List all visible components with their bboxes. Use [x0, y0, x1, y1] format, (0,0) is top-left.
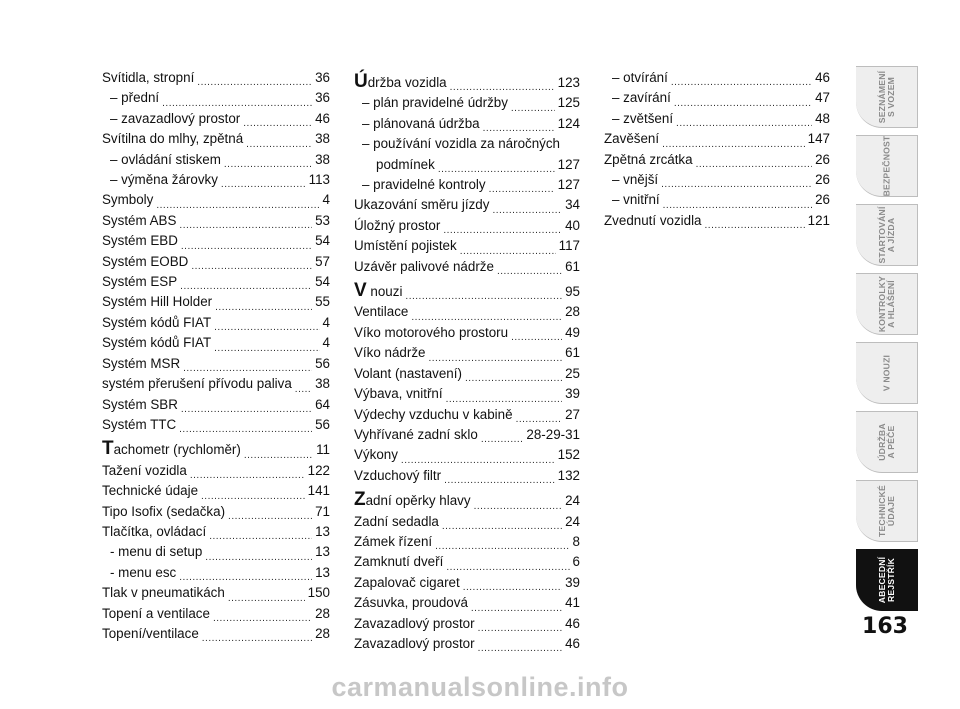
index-entry-label: Víko motorového prostoru	[354, 324, 509, 340]
chapter-tab-2[interactable]	[856, 135, 918, 197]
index-entry[interactable]	[102, 68, 330, 88]
leader-dots	[246, 136, 312, 150]
index-entry-page: 13	[315, 564, 330, 580]
leader-dots	[228, 508, 312, 522]
index-entry-label: Úložný prostor	[354, 217, 441, 233]
index-entry[interactable]	[102, 292, 330, 312]
leader-dots	[213, 610, 312, 624]
index-entry-label: – přední	[110, 90, 160, 106]
index-entry-label: - menu di setup	[110, 544, 203, 560]
chapter-tab-label: TECHNICKÉ ÚDAJE	[876, 485, 896, 537]
leader-dots	[446, 391, 563, 405]
leader-dots	[463, 579, 562, 593]
index-entry[interactable]	[354, 573, 580, 593]
index-entry-label: Zásuvka, proudová	[354, 595, 468, 611]
chapter-tab-1[interactable]	[856, 66, 918, 128]
index-entry[interactable]	[604, 150, 830, 170]
index-entry-page: 123	[557, 75, 580, 90]
index-entry-label: Výbava, vnitřní	[354, 386, 443, 402]
index-entry-page: 38	[315, 151, 330, 167]
leader-dots	[156, 197, 319, 211]
leader-dots	[474, 498, 563, 512]
index-entry[interactable]	[102, 461, 330, 481]
index-entry-page: 13	[315, 523, 330, 539]
index-entry-text: nouzi	[366, 284, 403, 300]
index-entry[interactable]	[102, 231, 330, 251]
index-entry-page: 61	[565, 345, 580, 361]
index-entry-page: 4	[322, 314, 330, 330]
leader-dots	[228, 590, 305, 604]
index-entry[interactable]	[354, 364, 580, 384]
leader-dots	[663, 197, 812, 211]
index-entry-label: – vnitřní	[612, 192, 660, 208]
index-entry-label: Volant (nastavení)	[354, 365, 462, 381]
index-entry[interactable]	[102, 481, 330, 501]
leader-dots	[221, 176, 306, 190]
leader-dots	[489, 181, 555, 195]
index-entry-page: 41	[565, 595, 580, 611]
leader-dots	[181, 401, 312, 415]
leader-dots	[438, 161, 555, 175]
index-entry-label: Systém ESP	[102, 274, 178, 290]
chapter-tab-label: STARTOVÁNÍ A JÍZDA	[876, 206, 896, 264]
index-entry[interactable]	[354, 302, 580, 322]
index-letter: Ú	[354, 71, 368, 92]
index-entry-label: Systém Hill Holder	[102, 294, 213, 310]
index-entry-label: Systém SBR	[102, 396, 178, 412]
chapter-tab-label: SEZNÁMENÍ S VOZEM	[876, 70, 896, 124]
leader-dots	[478, 640, 563, 654]
leader-dots	[511, 329, 562, 343]
leader-dots	[674, 95, 812, 109]
index-entry-page: 127	[557, 156, 580, 172]
index-entry-label: Tlačítka, ovládací	[102, 523, 207, 539]
chapter-tab-4[interactable]	[856, 273, 918, 335]
index-entry[interactable]	[102, 395, 330, 415]
leader-dots	[428, 350, 562, 364]
index-entry[interactable]	[102, 333, 330, 353]
index-entry[interactable]	[354, 343, 580, 363]
index-entry-label: – zavírání	[612, 90, 671, 106]
chapter-tab-label: KONTROLKY A HLÁŠENÍ	[876, 275, 896, 333]
chapter-tab-label: ABECEDNÍ REJSTŘÍK	[876, 556, 896, 604]
leader-dots	[465, 370, 562, 384]
index-entry[interactable]	[102, 374, 330, 394]
index-entry-page: 28	[315, 605, 330, 621]
index-entry-label: – ovládání stiskem	[110, 151, 221, 167]
index-entry-page: 127	[557, 177, 580, 193]
index-entry-page: 56	[315, 416, 330, 432]
index-entry-label: Systém kódů FIAT	[102, 314, 212, 330]
index-entry[interactable]	[102, 604, 330, 624]
index-entry-page: 39	[565, 386, 580, 402]
leader-dots	[209, 528, 312, 542]
index-entry-page: 141	[307, 483, 330, 499]
index-entry-page: 47	[815, 90, 830, 106]
index-entry-label: Zapalovač cigaret	[354, 574, 460, 590]
index-entry-page: 34	[565, 197, 580, 213]
leader-dots	[197, 74, 312, 88]
leader-dots	[676, 115, 812, 129]
leader-dots	[202, 630, 312, 644]
index-entry-label: Systém TTC	[102, 416, 177, 432]
index-entry-page: 54	[315, 233, 330, 249]
index-entry[interactable]	[102, 522, 330, 542]
index-entry-label	[354, 281, 402, 302]
index-entry-page: 40	[565, 217, 580, 233]
index-entry-page: 4	[322, 335, 330, 351]
index-entry[interactable]	[102, 211, 330, 231]
index-entry[interactable]	[354, 195, 580, 215]
index-entry-label: Ukazování směru jízdy	[354, 197, 490, 213]
index-entry-page: 26	[815, 192, 830, 208]
index-entry-page: 122	[307, 462, 330, 478]
chapter-tabs	[856, 66, 918, 618]
leader-dots	[401, 452, 555, 466]
leader-dots	[481, 431, 524, 445]
index-entry-page: 150	[307, 585, 330, 601]
index-entry-label: – používání vozidla za náročných	[362, 136, 561, 152]
leader-dots	[516, 411, 563, 425]
leader-dots	[442, 518, 562, 532]
chapter-tab-label: ÚDRŽBA A PÉČE	[876, 423, 896, 461]
index-entry-label: Zámek řízení	[354, 533, 433, 549]
index-entry[interactable]	[102, 624, 330, 644]
index-entry-label: Zadní sedadla	[354, 513, 439, 529]
index-entry[interactable]	[102, 88, 330, 108]
index-entry-label: Uzávěr palivové nádrže	[354, 258, 494, 274]
index-entry[interactable]	[354, 384, 580, 404]
index-letter: Z	[354, 489, 366, 511]
index-entry[interactable]	[102, 563, 330, 583]
index-entry-page: 25	[565, 365, 580, 381]
index-entry-page: 56	[315, 355, 330, 371]
index-entry-label: Výdechy vzduchu v kabině	[354, 406, 513, 422]
index-entry[interactable]	[102, 583, 330, 603]
index-entry[interactable]	[604, 211, 830, 231]
index-entry-page: 28	[565, 304, 580, 320]
index-entry-page: 24	[565, 493, 580, 509]
index-entry-label: Topení/ventilace	[102, 625, 199, 641]
index-entry-label: Vyhřívané zadní sklo	[354, 426, 478, 442]
index-entry-page: 152	[557, 447, 580, 463]
leader-dots	[671, 74, 812, 88]
index-entry[interactable]	[354, 93, 580, 113]
index-entry-label: Systém ABS	[102, 212, 177, 228]
index-column-1	[102, 68, 330, 644]
index-entry-page: 26	[815, 172, 830, 188]
leader-dots	[214, 319, 319, 333]
index-entry[interactable]	[102, 415, 330, 435]
index-entry[interactable]	[354, 614, 580, 634]
index-entry[interactable]	[354, 281, 580, 302]
index-entry-page: 39	[565, 574, 580, 590]
index-entry-page: 38	[315, 131, 330, 147]
leader-dots	[483, 120, 555, 134]
index-entry-page: 27	[565, 406, 580, 422]
index-entry-page: 64	[315, 396, 330, 412]
index-entry-label: systém přerušení přívodu paliva	[102, 376, 292, 392]
leader-dots	[243, 115, 312, 129]
leader-dots	[190, 467, 305, 481]
index-entry[interactable]	[354, 216, 580, 236]
index-entry[interactable]	[354, 445, 580, 465]
leader-dots	[435, 538, 569, 552]
index-entry-page: 49	[565, 324, 580, 340]
index-entry-label: Zvednutí vozidla	[604, 212, 702, 228]
index-entry-label: – výměna žárovky	[110, 172, 218, 188]
leader-dots	[446, 559, 569, 573]
index-entry-page: 24	[565, 513, 580, 529]
index-letter: V	[354, 280, 367, 302]
leader-dots	[215, 299, 312, 313]
index-entry-label: Zavazadlový prostor	[354, 635, 475, 651]
index-entry-label: Technické údaje	[102, 483, 199, 499]
chapter-tab-6[interactable]	[856, 411, 918, 473]
leader-dots	[492, 202, 562, 216]
leader-dots	[179, 569, 312, 583]
leader-dots	[179, 217, 312, 231]
index-entry-page: 124	[557, 115, 580, 131]
leader-dots	[224, 156, 312, 170]
chapter-tab-label: V NOUZI	[881, 354, 891, 392]
index-entry-page: 132	[557, 467, 580, 483]
index-entry-label: Svítidla, stropní	[102, 70, 195, 85]
leader-dots	[214, 340, 319, 354]
leader-dots	[661, 176, 812, 190]
index-entry[interactable]	[354, 490, 580, 511]
index-entry[interactable]	[102, 354, 330, 374]
index-entry[interactable]	[604, 190, 830, 210]
index-entry-label: Systém EBD	[102, 233, 178, 249]
index-entry-page: 26	[815, 151, 830, 167]
index-entry[interactable]	[604, 68, 830, 88]
index-entry[interactable]	[102, 150, 330, 170]
index-entry-page: 53	[315, 212, 330, 228]
leader-dots	[443, 222, 562, 236]
watermark: carmanualsonline.info	[331, 672, 629, 702]
leader-dots	[201, 488, 305, 502]
index-entry-label: Topení a ventilace	[102, 605, 210, 621]
index-entry-label: - menu esc	[110, 564, 177, 580]
index-letter: T	[102, 438, 114, 460]
index-entry-page: 61	[565, 258, 580, 274]
index-entry[interactable]	[604, 170, 830, 190]
index-entry-page: 121	[807, 212, 830, 228]
leader-dots	[497, 263, 562, 277]
index-entry-label: Tlak v pneumatikách	[102, 585, 225, 601]
leader-dots	[444, 472, 555, 486]
leader-dots	[244, 447, 313, 461]
leader-dots	[179, 421, 312, 435]
index-entry-page: 13	[315, 544, 330, 560]
leader-dots	[183, 360, 312, 374]
index-entry[interactable]	[102, 129, 330, 149]
index-entry-page: 117	[558, 238, 580, 254]
leader-dots	[450, 79, 555, 93]
index-entry[interactable]	[604, 88, 830, 108]
index-entry-label: – vnější	[612, 172, 659, 188]
leader-dots	[181, 238, 312, 252]
leader-dots	[405, 288, 562, 302]
index-entry[interactable]	[604, 129, 830, 149]
leader-dots	[471, 600, 562, 614]
index-entry-page: 57	[315, 253, 330, 269]
index-entry-label: Výkony	[354, 447, 398, 463]
index-entry-page: 28-29-31	[526, 426, 580, 442]
index-entry[interactable]	[354, 634, 580, 654]
index-entry-label: – pravidelné kontroly	[362, 177, 486, 193]
leader-dots	[162, 95, 312, 109]
index-entry-page: 71	[315, 503, 330, 519]
index-entry-label: Systém EOBD	[102, 253, 189, 269]
index-entry[interactable]	[354, 425, 580, 445]
index-entry[interactable]	[102, 313, 330, 333]
index-entry-page: 125	[557, 95, 580, 111]
leader-dots	[662, 136, 805, 150]
index-entry-label	[354, 490, 471, 511]
index-entry-label: – plánovaná údržba	[362, 115, 480, 131]
leader-dots	[478, 620, 563, 634]
leader-dots	[295, 381, 312, 395]
leader-dots	[411, 309, 562, 323]
index-entry[interactable]	[604, 109, 830, 129]
index-column-3	[604, 68, 830, 231]
index-entry-continuation	[362, 155, 580, 175]
index-entry[interactable]	[354, 175, 580, 195]
index-column-2	[354, 68, 580, 654]
index-entry-page: 4	[322, 192, 330, 208]
index-entry-label: Tipo Isofix (sedačka)	[102, 503, 226, 519]
index-entry-label: Víko nádrže	[354, 345, 426, 361]
index-entry-label	[354, 72, 447, 93]
index-entry[interactable]	[354, 532, 580, 552]
index-entry-label: Zamknutí dveří	[354, 554, 444, 570]
index-entry-label: podmínek	[376, 156, 435, 172]
index-entry-label: Ventilace	[354, 304, 409, 320]
index-entry-page: 48	[815, 110, 830, 126]
index-entry[interactable]	[354, 405, 580, 425]
index-entry[interactable]	[102, 542, 330, 562]
index-entry[interactable]	[102, 502, 330, 522]
index-entry-label: Systém MSR	[102, 355, 181, 371]
index-entry-label: – otvírání	[612, 70, 668, 85]
index-entry-page: 11	[316, 442, 330, 458]
index-entry[interactable]	[354, 512, 580, 532]
chapter-tab-5[interactable]	[856, 342, 918, 404]
index-entry-label: – zavazadlový prostor	[110, 110, 241, 126]
index-entry-label: Zavěšení	[604, 131, 660, 147]
index-entry[interactable]	[102, 439, 330, 460]
index-entry-label: – zvětšení	[612, 110, 674, 126]
index-entry[interactable]	[354, 257, 580, 277]
index-entry-page: 36	[315, 70, 330, 85]
index-entry-label: Zavazadlový prostor	[354, 615, 475, 631]
chapter-tab-7[interactable]	[856, 480, 918, 542]
index-entry-page: 95	[565, 284, 580, 300]
index-entry-page: 36	[315, 90, 330, 106]
index-entry-page: 54	[315, 274, 330, 290]
index-entry-label: – plán pravidelné údržby	[362, 95, 508, 111]
index-entry-text: adní opěrky hlavy	[365, 493, 471, 509]
index-entry[interactable]	[354, 323, 580, 343]
index-entry-text: držba vozidla	[367, 75, 447, 90]
leader-dots	[180, 278, 312, 292]
index-entry[interactable]	[354, 236, 580, 256]
index-entry-page: 113	[308, 172, 330, 188]
index-entry-label: Systém kódů FIAT	[102, 335, 212, 351]
index-entry[interactable]	[354, 466, 580, 486]
index-entry-page: 46	[315, 110, 330, 126]
leader-dots	[511, 100, 555, 114]
index-entry-page: 46	[565, 615, 580, 631]
leader-dots	[705, 217, 805, 231]
index-entry[interactable]	[354, 114, 580, 134]
index-entry[interactable]	[102, 252, 330, 272]
chapter-tab-3[interactable]	[856, 204, 918, 266]
index-entry-page: 46	[815, 70, 830, 85]
index-entry[interactable]	[102, 170, 330, 190]
leader-dots	[460, 243, 556, 257]
index-entry-label: Svítilna do mlhy, zpětná	[102, 131, 244, 147]
index-entry[interactable]	[354, 134, 580, 175]
index-entry-page: 8	[572, 533, 580, 549]
chapter-tab-8[interactable]	[856, 549, 918, 611]
index-entry[interactable]	[354, 72, 580, 93]
index-entry-label: Vzduchový filtr	[354, 467, 442, 483]
leader-dots	[205, 549, 312, 563]
index-entry-label: Tažení vozidla	[102, 462, 187, 478]
index-entry-label: Symboly	[102, 192, 154, 208]
index-entry-page: 28	[315, 625, 330, 641]
index-entry-page: 38	[315, 376, 330, 392]
leader-dots	[191, 258, 312, 272]
index-entry[interactable]	[354, 593, 580, 613]
page-number: 163	[862, 614, 908, 639]
index-entry[interactable]	[102, 272, 330, 292]
index-entry-page: 46	[565, 635, 580, 651]
index-entry-page: 55	[315, 294, 330, 310]
chapter-tab-label: BEZPEČNOST	[881, 135, 891, 197]
leader-dots	[696, 156, 813, 170]
index-entry[interactable]	[102, 190, 330, 210]
index-entry[interactable]	[102, 109, 330, 129]
index-entry-page: 147	[807, 131, 830, 147]
index-entry-label	[102, 439, 241, 460]
index-entry-page: 6	[572, 554, 580, 570]
index-entry[interactable]	[354, 552, 580, 572]
index-entry-label: Umístění pojistek	[354, 238, 457, 254]
index-entry-text: achometr (rychloměr)	[113, 442, 241, 458]
index-entry-label: Zpětná zrcátka	[604, 151, 693, 167]
